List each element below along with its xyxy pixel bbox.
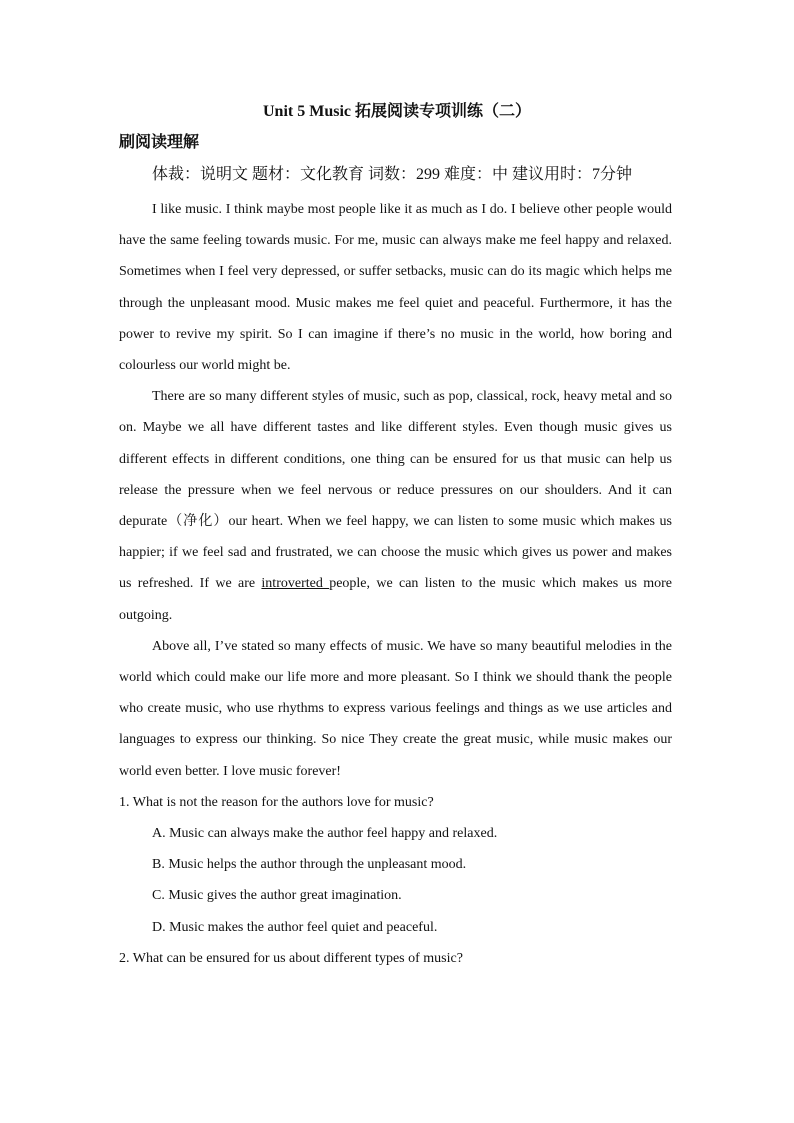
paragraph-2-text-before: There are so many different styles of music, such as pop, classical, rock, heavy metal and so on. Maybe we all have different tastes and like different styles. Even though music gives us different effects in different conditions, one thing can be ensured for us that music can help us release the pressure when we feel nervous or reduce pressures on our shoulders. And it can depurate（净化）our heart. When we feel happy, we can listen to some music which makes us happier; if we feel sad and frustrated, we can choose the music which gives us power and makes us refreshed. If we are [119,389,672,592]
paragraph-3: Above all, I’ve stated so many effects of music. We have so many beautiful melodies in the world which could make our life more and more pleasant. So I think we should thank the people who create music, who use rhythms to express various feelings and things as we use articles and languages to express our thinking. So nice They create the great music, while music makes our world even better. I love music forever! [119,638,672,779]
question-1-option-a: A. Music can always make the author feel happy and relaxed. [152,826,498,842]
section-heading: 刷阅读理解 [119,134,200,151]
page-title: Unit 5 Music 拓展阅读专项训练（二） [262,103,531,120]
paragraph-1: I like music. I think maybe most people like it as much as I do. I believe other people would have the same feeling towards music. For me, music can always make me feel happy and relaxed. Sometimes when I feel very depressed, or suffer setbacks, music can do its magic which helps me through the unpleasant mood. Music makes me feel quiet and peaceful. Furthermore, it has the power to revive my spirit. So I can imagine if there’s no music in the world, how boring and colourless our world might be. [119,202,672,374]
underlined-word: introverted [261,576,330,592]
question-1-option-b: B. Music helps the author through the unpleasant mood. [152,857,467,873]
reading-meta: 体裁：说明文 题材：文化教育 词数：299 难度：中 建议用时：7分钟 [152,166,633,183]
question-1-option-d: D. Music makes the author feel quiet and peaceful. [152,919,438,935]
paragraph-2 [119,381,672,631]
question-1: 1. What is not the reason for the authors love for music? [119,794,434,810]
question-1-option-c: C. Music gives the author great imagination. [152,888,402,904]
paragraph-2-text-after: people, we can listen to the music which makes us more outgoing. [119,576,673,623]
question-2: 2. What can be ensured for us about different types of music? [119,950,463,966]
reading-body [119,194,672,974]
